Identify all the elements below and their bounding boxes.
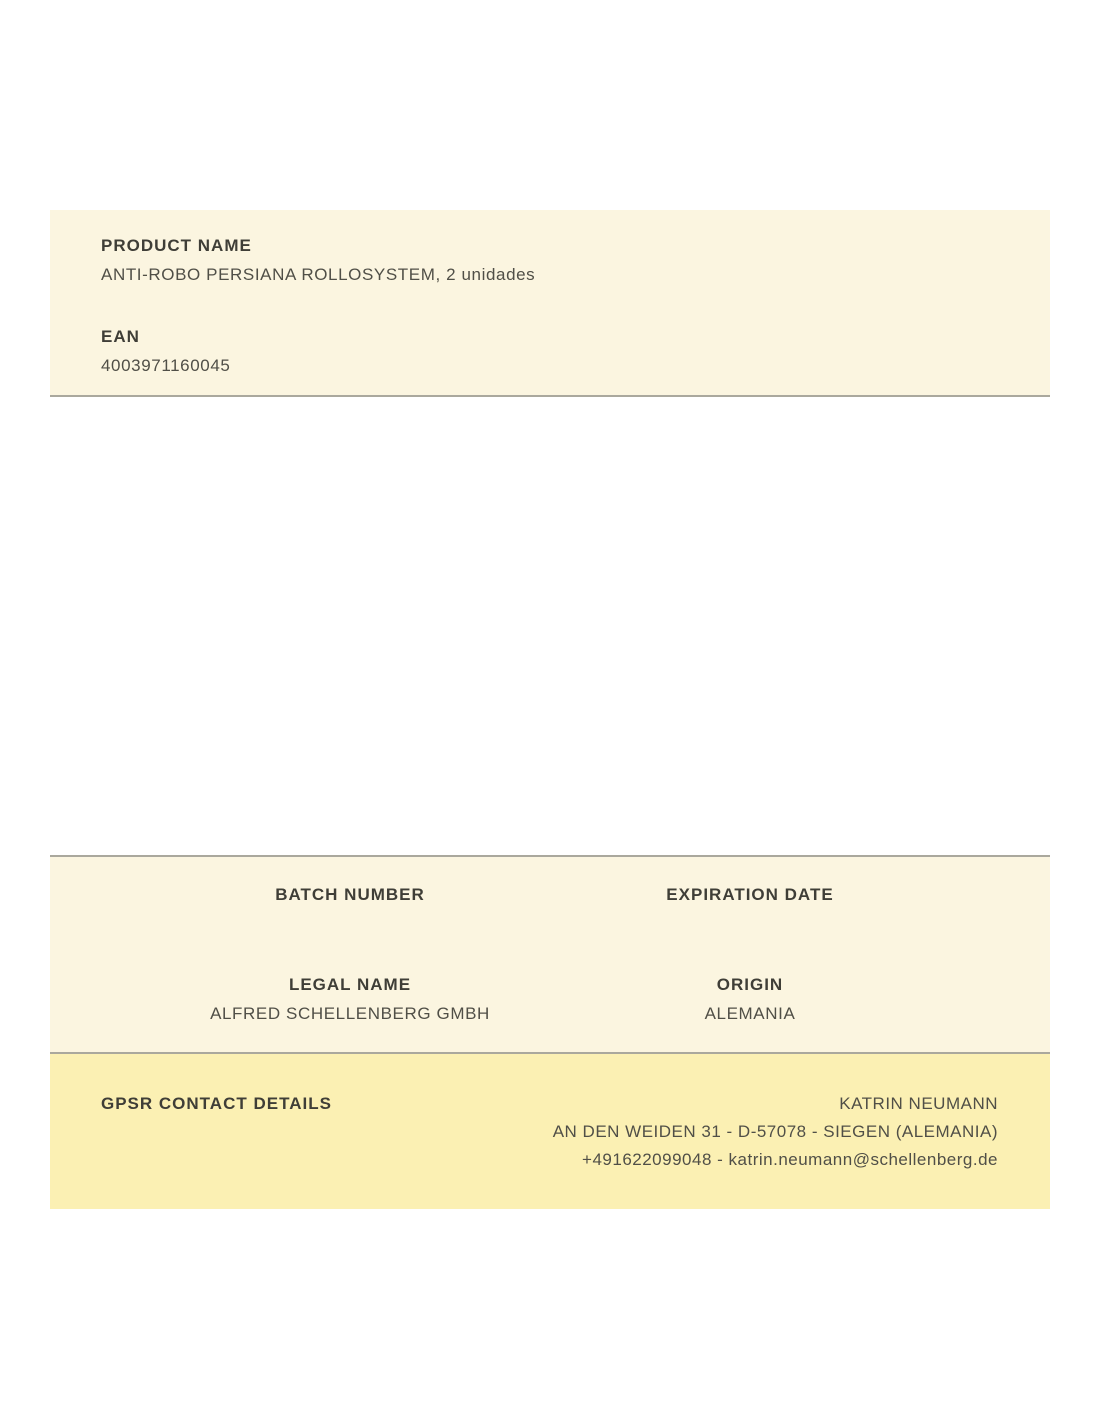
batch-number-value — [150, 915, 550, 932]
origin-value: ALEMANIA — [704, 1004, 796, 1023]
gpsr-contact-title: GPSR CONTACT DETAILS — [101, 1094, 332, 1113]
product-name-label: PRODUCT NAME — [101, 236, 252, 255]
ean-label: EAN — [101, 327, 140, 346]
gpsr-contact-address: AN DEN WEIDEN 31 - D-57078 - SIEGEN (ALEMANIA) — [552, 1122, 998, 1141]
batch-details-card — [50, 855, 1050, 1054]
batch-number-label: BATCH NUMBER — [275, 885, 425, 904]
details-right-column — [550, 886, 950, 1052]
product-info-card — [50, 210, 1050, 397]
ean-field — [101, 328, 999, 374]
origin-field — [550, 976, 950, 1022]
origin-label: ORIGIN — [716, 975, 784, 994]
expiration-date-value — [550, 915, 950, 932]
gpsr-contact-card — [50, 1054, 1050, 1209]
gpsr-contact-block — [553, 1090, 998, 1209]
legal-name-field — [150, 976, 550, 1022]
legal-name-label: LEGAL NAME — [288, 975, 412, 994]
ean-value: 4003971160045 — [101, 356, 231, 375]
details-left-column — [150, 886, 550, 1052]
legal-name-value: ALFRED SCHELLENBERG GMBH — [210, 1004, 490, 1023]
gpsr-contact-phone-email: +491622099048 - katrin.neumann@schellenberg.de — [582, 1150, 998, 1169]
batch-number-field — [150, 886, 550, 932]
expiration-date-label: EXPIRATION DATE — [666, 885, 834, 904]
product-name-field — [101, 237, 999, 283]
gpsr-contact-name: KATRIN NEUMANN — [839, 1094, 998, 1113]
product-name-value: ANTI-ROBO PERSIANA ROLLOSYSTEM, 2 unidades — [101, 265, 536, 284]
expiration-date-field — [550, 886, 950, 932]
